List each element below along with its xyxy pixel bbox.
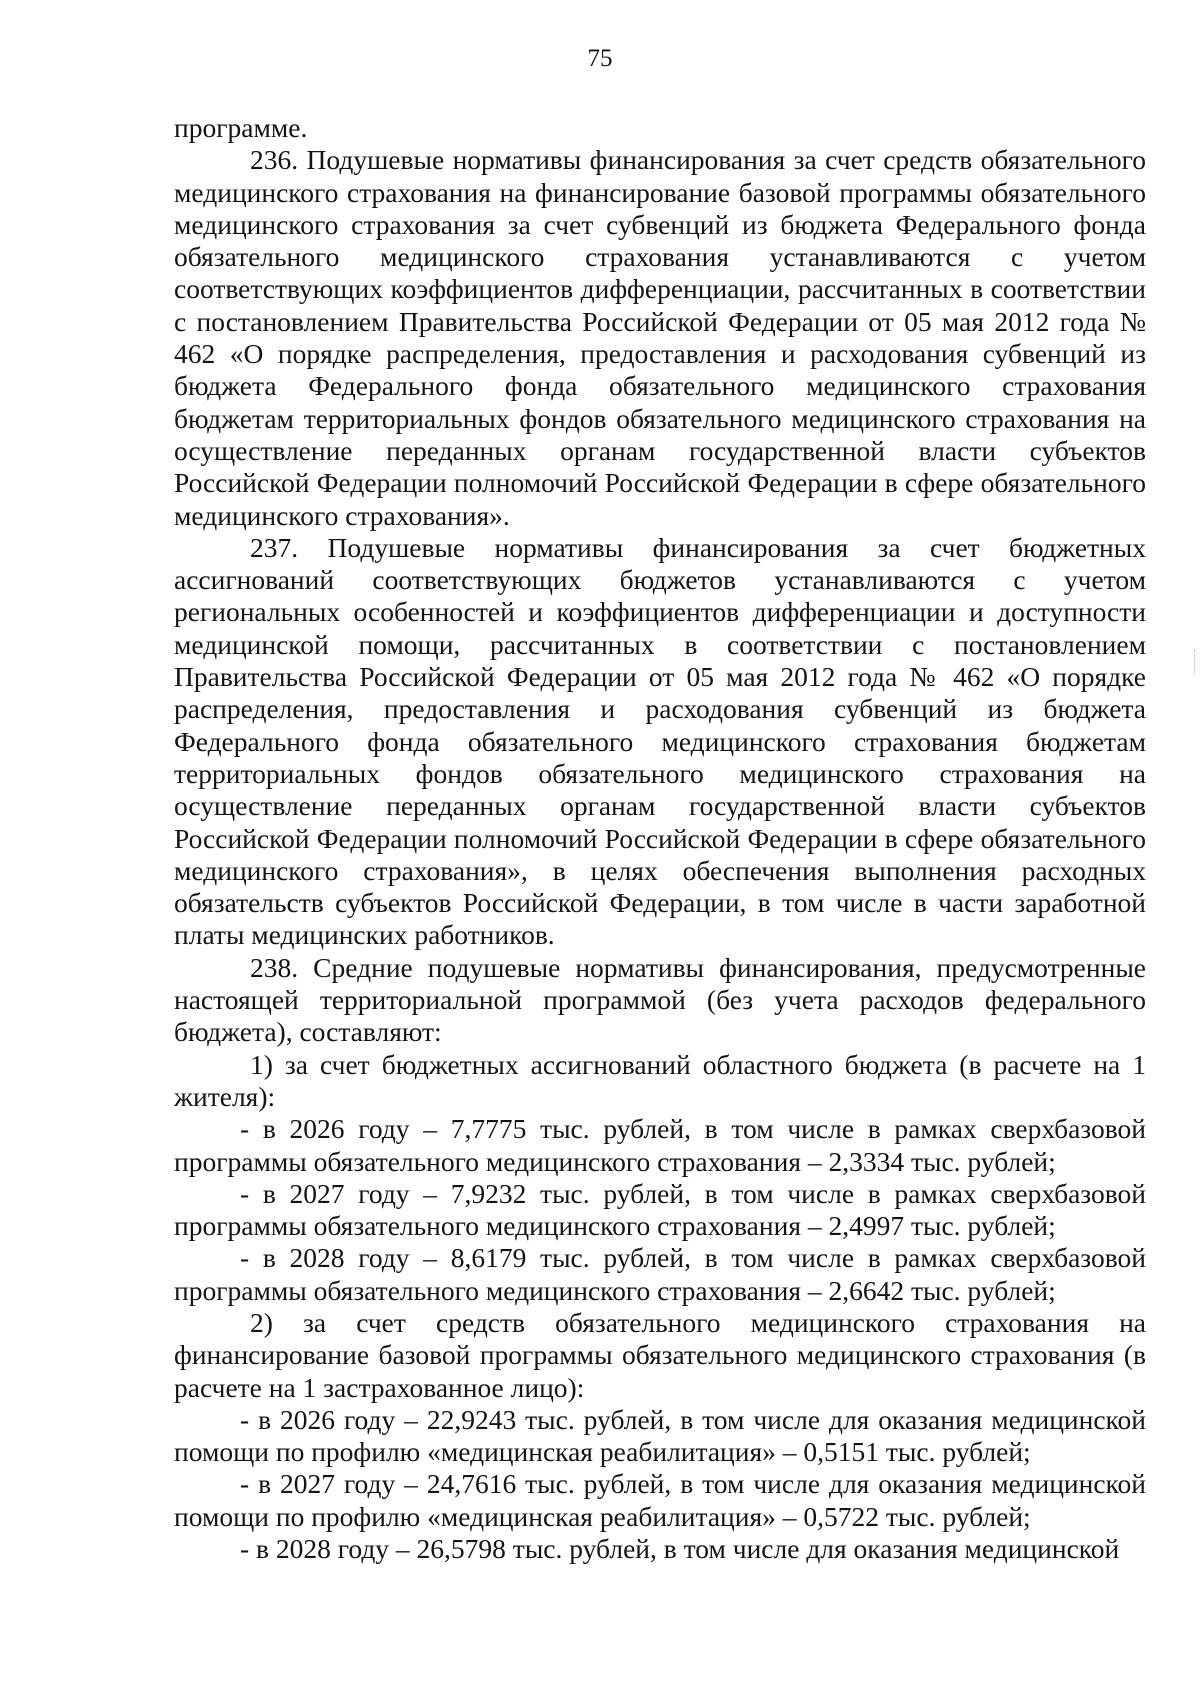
page-number: 75	[587, 45, 613, 72]
document-body	[174, 112, 1146, 1565]
list-item-1: 1) за счет бюджетных ассигнований областного бюджета (в расчете на 1 жителя):	[174, 1048, 1146, 1112]
list-item-2027-oms: - в 2027 году – 24,7616 тыс. рублей, в том числе для оказания медицинской помощи по профилю «медицинская реабилитация» – 0,5722 тыс. рублей;	[174, 1468, 1146, 1532]
list-item-2028-regional: - в 2028 году – 8,6179 тыс. рублей, в том числе в рамках сверхбазовой программы обязательного медицинского страхования – 2,6642 тыс. рублей;	[174, 1242, 1146, 1306]
list-item-2: 2) за счет средств обязательного медицинского страхования на финансирование базовой программы обязательного медицинского страхования (в расчете на 1 застрахованное лицо):	[174, 1306, 1146, 1403]
list-item-2028-oms: - в 2028 году – 26,5798 тыс. рублей, в том числе для оказания медицинской	[240, 1533, 1120, 1565]
paragraph-236: 236. Подушевые нормативы финансирования за счет средств обязательного медицинского страхования на финансирование базовой программы обязательного медицинского страхования за счет субвенций из бюджета Федерального фонда обязательного медицинского страхования устанавливаются с учетом соответствующих коэффициентов дифференциации, рассчитанных в соответствии с постановлением Правительства Российской Федерации от 05 мая 2012 года № 462 «О порядке распределения, предоставления и расходования субвенций из бюджета Федерального фонда обязательного медицинского страхования бюджетам территориальных фондов обязательного медицинского страхования на осуществление переданных органам государственной власти субъектов Российской Федерации полномочий Российской Федерации в сфере обязательного медицинского страхования».	[174, 144, 1146, 531]
paragraph-continuation: программе.	[174, 112, 308, 143]
paragraph-238: 238. Средние подушевые нормативы финансирования, предусмотренные настоящей территориальной программой (без учета расходов федерального бюджета), составляют:	[174, 951, 1146, 1048]
list-item-2026-oms: - в 2026 году – 22,9243 тыс. рублей, в том числе для оказания медицинской помощи по профилю «медицинская реабилитация» – 0,5151 тыс. рублей;	[174, 1403, 1146, 1468]
scan-edge-mark	[1194, 650, 1197, 674]
list-item-2026-regional: - в 2026 году – 7,7775 тыс. рублей, в том числе в рамках сверхбазовой программы обязательного медицинского страхования – 2,3334 тыс. рублей;	[174, 1113, 1146, 1177]
list-item-2027-regional: - в 2027 году – 7,9232 тыс. рублей, в том числе в рамках сверхбазовой программы обязательного медицинского страхования – 2,4997 тыс. рублей;	[174, 1177, 1146, 1242]
paragraph-237: 237. Подушевые нормативы финансирования за счет бюджетных ассигнований соответствующих бюджетов устанавливаются с учетом региональных особенностей и коэффициентов дифференциации и доступности медицинской помощи, рассчитанных в соответствии с постановлением Правительства Российской Федерации от 05 мая 2012 года № 462 «О порядке распределения, предоставления и расходования субвенций из бюджета Федерального фонда обязательного медицинского страхования бюджетам территориальных фондов обязательного медицинского страхования на осуществление переданных органам государственной власти субъектов Российской Федерации полномочий Российской Федерации в сфере обязательного медицинского страхования», в целях обеспечения выполнения расходных обязательств субъектов Российской Федерации, в том числе в части заработной платы медицинских работников.	[174, 531, 1146, 951]
